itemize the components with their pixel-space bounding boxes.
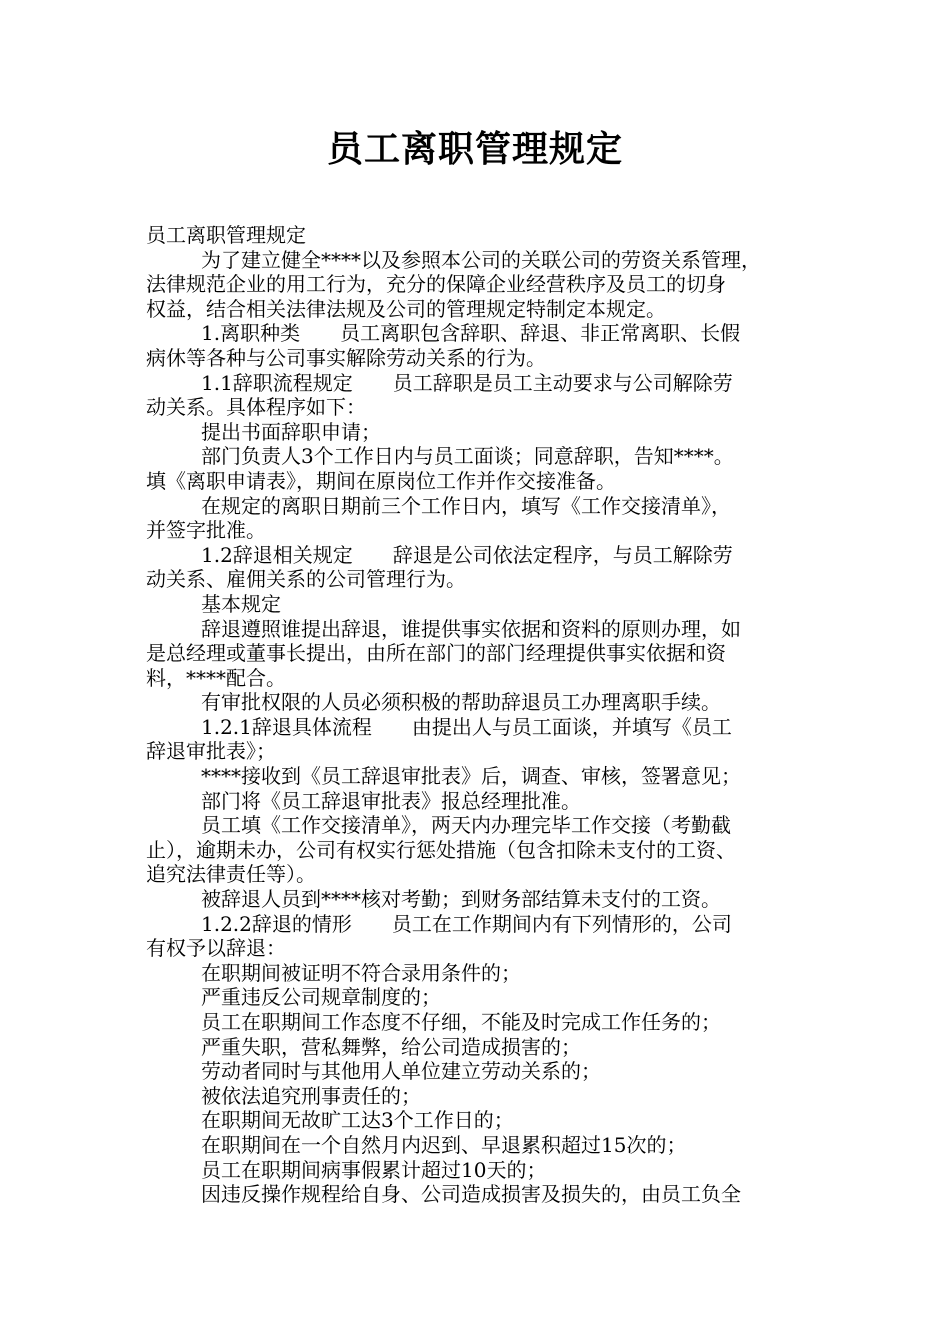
text-line: 在规定的离职日期前三个工作日内，填写《工作交接清单》， — [201, 493, 731, 518]
text-line: 填《离职申请表》，期间在原岗位工作并作交接准备。 — [146, 468, 616, 493]
text-line: 提出书面辞职申请； — [201, 419, 381, 444]
text-line: 严重违反公司规章制度的； — [201, 985, 441, 1010]
text-line: 因违反操作规程给自身、公司造成损害及损失的，由员工负全 — [201, 1182, 741, 1207]
text-line: 基本规定 — [201, 591, 281, 616]
text-line: 部门负责人3个工作日内与员工面谈；同意辞职，告知****。 — [201, 444, 734, 469]
text-line: 在职期间在一个自然月内迟到、早退累积超过15次的； — [201, 1132, 687, 1157]
text-line: 有审批权限的人员必须积极的帮助辞退员工办理离职手续。 — [201, 690, 721, 715]
document-title: 员工离职管理规定 — [326, 129, 623, 170]
text-line: 严重失职，营私舞弊，给公司造成损害的； — [201, 1034, 581, 1059]
text-line: 员工离职管理规定 — [146, 223, 306, 247]
text-line: 劳动者同时与其他用人单位建立劳动关系的； — [201, 1059, 601, 1084]
text-line: 被依法追究刑事责任的； — [201, 1083, 421, 1108]
text-line: 为了建立健全****以及参照本公司的关联公司的劳资关系管理， — [201, 247, 761, 272]
text-line: ****接收到《员工辞退审批表》后，调查、审核，签署意见； — [201, 764, 741, 789]
text-line: 1.2.1辞退具体流程 由提出人与员工面谈，并填写《员工 — [201, 714, 732, 739]
text-line: 止），逾期未办，公司有权实行惩处措施（包含扣除未支付的工资、 — [146, 837, 736, 862]
text-line: 1.离职种类 员工离职包含辞职、辞退、非正常离职、长假 — [201, 321, 741, 346]
text-line: 料，****配合。 — [146, 665, 286, 690]
text-line: 辞退审批表》； — [146, 739, 276, 764]
text-line: 员工填《工作交接清单》，两天内办理完毕工作交接（考勤截 — [201, 813, 731, 838]
document-body — [146, 223, 810, 1207]
text-line: 1.2.2辞退的情形 员工在工作期间内有下列情形的，公司 — [201, 911, 732, 936]
text-line: 动关系。具体程序如下： — [146, 395, 366, 420]
text-line: 辞退遵照谁提出辞退，谁提供事实依据和资料的原则办理，如 — [201, 616, 741, 641]
text-line: 病休等各种与公司事实解除劳动关系的行为。 — [146, 345, 546, 370]
text-line: 动关系、雇佣关系的公司管理行为。 — [146, 567, 466, 592]
text-line: 在职期间被证明不符合录用条件的； — [201, 960, 521, 985]
text-line: 是总经理或董事长提出，由所在部门的部门经理提供事实依据和资 — [146, 641, 726, 666]
text-line: 1.2辞退相关规定 辞退是公司依法定程序，与员工解除劳 — [201, 542, 733, 567]
text-line: 部门将《员工辞退审批表》报总经理批准。 — [201, 788, 581, 813]
text-line: 被辞退人员到****核对考勤；到财务部结算未支付的工资。 — [201, 887, 721, 912]
text-line: 员工在职期间工作态度不仔细，不能及时完成工作任务的； — [201, 1010, 721, 1034]
text-line: 员工在职期间病事假累计超过10天的； — [201, 1157, 547, 1182]
text-line: 1.1辞职流程规定 员工辞职是员工主动要求与公司解除劳 — [201, 370, 733, 395]
text-line: 追究法律责任等）。 — [146, 862, 316, 887]
text-line: 法律规范企业的用工行为，充分的保障企业经营秩序及员工的切身 — [146, 272, 726, 297]
text-line: 在职期间无故旷工达3个工作日的； — [201, 1108, 514, 1133]
text-line: 并签字批准。 — [146, 518, 266, 543]
text-line: 有权予以辞退： — [146, 936, 286, 961]
text-line: 权益，结合相关法律法规及公司的管理规定特制定本规定。 — [146, 296, 666, 321]
